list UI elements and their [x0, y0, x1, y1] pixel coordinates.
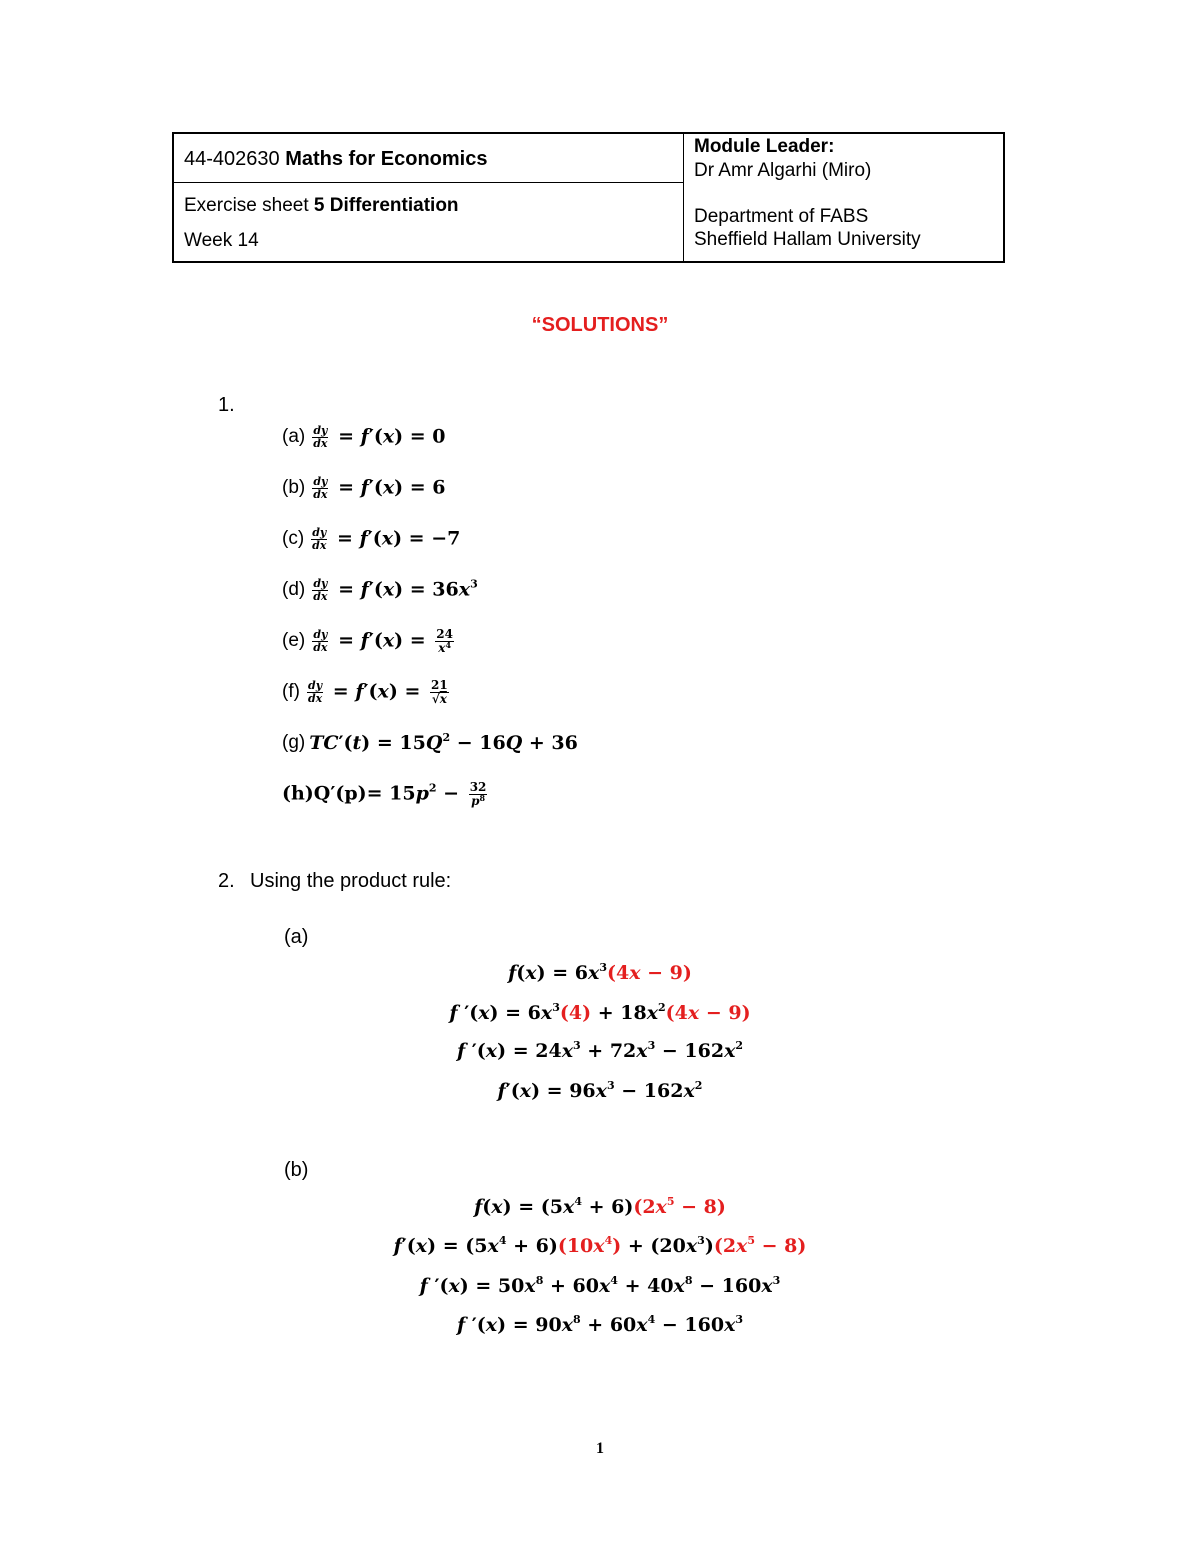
- leader-name: Dr Amr Algarhi (Miro): [694, 160, 872, 181]
- q2b-line-3: f $'(x) = 50x^8 + 60x^4 + 40x^8 - 160x^3$: [419, 1274, 781, 1297]
- q2a-line-1: $f(x) = 6x^3(4x - 9)$: [508, 961, 692, 984]
- q2a-line-4: $f'(x) = 96x^3 - 162x^2$: [497, 1079, 703, 1102]
- q1-item-label: (b): [282, 477, 306, 498]
- q1-item-h: [282, 774, 578, 814]
- q1-item-label: (c): [282, 528, 305, 549]
- q2b-label: (b): [284, 1159, 309, 1181]
- q1-item-h-label: $(h)Q'(p)= 15p^2$ − $\frac{32}{p^8}$: [282, 779, 487, 808]
- q1-item-g: (g) $TC'(t) = 15Q^2 - 16Q + 36$: [282, 731, 578, 754]
- q1-answers: [282, 417, 578, 814]
- page-number: 1: [596, 1440, 604, 1457]
- department: Department of FABS: [694, 206, 869, 227]
- university: Sheffield Hallam University: [694, 229, 921, 250]
- q1-item-label: (a): [282, 426, 306, 447]
- q1-item-label: (f): [282, 681, 300, 702]
- q2a-line-3: f $'(x) = 24x^3 + 72x^3 - 162x^2$: [456, 1039, 744, 1062]
- header-table: [172, 132, 1005, 263]
- q2-number: 2.: [218, 870, 235, 892]
- q1-item-label: (g): [282, 732, 306, 753]
- solutions-title: “SOLUTIONS”: [531, 314, 669, 336]
- q1-item-b: (b) $\frac{dy}{dx}$ = f′(x) = 6: [282, 474, 446, 501]
- sheet-title: [184, 195, 459, 217]
- week-label: Week 14: [184, 230, 259, 251]
- course-name: Maths for Economics: [285, 148, 488, 170]
- q2-intro: Using the product rule:: [250, 870, 452, 892]
- header-divider-horizontal: [174, 182, 683, 183]
- q2b-line-4: f $'(x) = 90x^8 + 60x^4 - 160x^3$: [456, 1313, 744, 1336]
- q2a-line-2: f $'(x) = 6x^3(4) + 18x^2(4x - 9)$: [449, 1001, 751, 1024]
- q1-item-result: 6: [432, 476, 446, 498]
- q1-item-result: 0: [432, 425, 446, 447]
- q1-item-f: (f) $\frac{dy}{dx}$ = f′(x) = $\frac{21}{√x}$: [282, 677, 448, 706]
- q1-item-d: (d) $\frac{dy}{dx}$ = $f'(x) = 36x^3$: [282, 576, 478, 603]
- q1-item-e: (e) $\frac{dy}{dx}$ = f′(x) = $\frac{24}{x^4}$: [282, 626, 453, 655]
- course-title: [184, 148, 487, 170]
- q2a-label: (a): [284, 926, 309, 948]
- q1-item-label: (e): [282, 630, 306, 651]
- q1-item-c: (c) $\frac{dy}{dx}$ = f′(x) = −7: [282, 525, 461, 552]
- q2b-line-1: $f(x) = (5x^4 + 6)(2x^5 - 8)$: [474, 1195, 726, 1218]
- q1-item-a: (a) $\frac{dy}{dx}$ = f′(x) = 0: [282, 423, 446, 450]
- leader-label: Module Leader:: [694, 136, 835, 157]
- sheet-name: 5 Differentiation: [313, 195, 459, 216]
- q2b-line-2: $f'(x) = (5x^4 + 6)(10x^4) + (20x^3)(2x^5 - 8)$: [393, 1234, 807, 1257]
- q1-item-label: (d): [282, 579, 306, 600]
- q1-number: 1.: [218, 394, 235, 416]
- header-divider-vertical: [683, 134, 684, 261]
- course-code: 44-402630: [184, 148, 280, 170]
- sheet-prefix: Exercise sheet: [184, 195, 309, 216]
- q1-item-result: −7: [431, 527, 461, 549]
